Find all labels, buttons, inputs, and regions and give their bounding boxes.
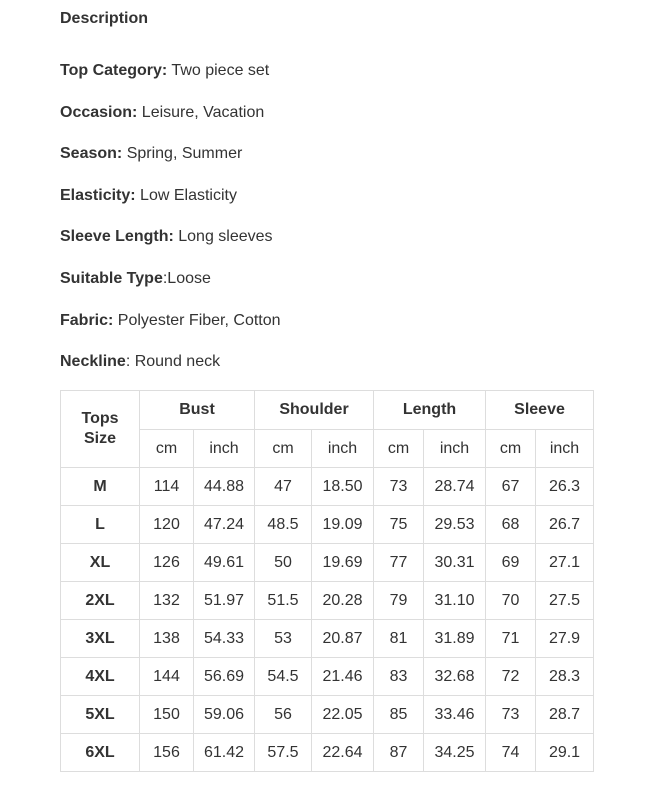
measurement-cell: 144 (140, 658, 194, 696)
measurement-cell: 31.10 (424, 582, 486, 620)
measurement-cell: 150 (140, 696, 194, 734)
measurement-cell: 47 (255, 468, 312, 506)
unit-cell: inch (312, 430, 374, 468)
attribute-label: Season: (60, 145, 123, 162)
table-row (61, 582, 594, 620)
size-table-body (61, 468, 594, 772)
measurement-cell: 28.3 (536, 658, 594, 696)
unit-cell: inch (194, 430, 255, 468)
attribute-line (60, 228, 273, 246)
measurement-cell: 51.5 (255, 582, 312, 620)
measurement-cell: 21.46 (312, 658, 374, 696)
size-cell: 4XL (61, 658, 140, 696)
group-header-sleeve: Sleeve (486, 391, 594, 430)
unit-cell: cm (255, 430, 312, 468)
measurement-cell: 47.24 (194, 506, 255, 544)
table-row (61, 506, 594, 544)
attribute-label: Elasticity: (60, 187, 136, 204)
measurement-cell: 77 (374, 544, 424, 582)
table-row (61, 658, 594, 696)
group-header-bust: Bust (140, 391, 255, 430)
measurement-cell: 87 (374, 734, 424, 772)
size-cell: M (61, 468, 140, 506)
table-row (61, 468, 594, 506)
measurement-cell: 81 (374, 620, 424, 658)
measurement-cell: 56.69 (194, 658, 255, 696)
attribute-value: :Loose (162, 270, 211, 287)
measurement-cell: 75 (374, 506, 424, 544)
measurement-cell: 138 (140, 620, 194, 658)
measurement-cell: 68 (486, 506, 536, 544)
measurement-cell: 156 (140, 734, 194, 772)
size-cell: 3XL (61, 620, 140, 658)
tops-label: Tops (81, 410, 119, 427)
measurement-cell: 126 (140, 544, 194, 582)
unit-row (61, 430, 594, 468)
measurement-cell: 34.25 (424, 734, 486, 772)
measurement-cell: 69 (486, 544, 536, 582)
measurement-cell: 31.89 (424, 620, 486, 658)
measurement-cell: 26.7 (536, 506, 594, 544)
attribute-label: Suitable Type (60, 270, 163, 287)
attribute-line (60, 62, 269, 80)
measurement-cell: 73 (486, 696, 536, 734)
attribute-value: : Round neck (125, 353, 221, 370)
attribute-value: Polyester Fiber, Cotton (113, 312, 281, 329)
size-cell: XL (61, 544, 140, 582)
tops-size-header (61, 391, 140, 468)
attribute-line (60, 187, 237, 205)
table-row (61, 696, 594, 734)
attribute-label: Sleeve Length: (60, 228, 174, 245)
measurement-cell: 22.05 (312, 696, 374, 734)
attribute-label: Top Category: (60, 62, 168, 79)
table-row (61, 620, 594, 658)
description-title: Description (60, 10, 149, 27)
measurement-cell: 53 (255, 620, 312, 658)
measurement-cell: 120 (140, 506, 194, 544)
measurement-cell: 30.31 (424, 544, 486, 582)
measurement-cell: 74 (486, 734, 536, 772)
attribute-label: Fabric: (60, 312, 114, 329)
measurement-cell: 32.68 (424, 658, 486, 696)
measurement-cell: 26.3 (536, 468, 594, 506)
measurement-cell: 44.88 (194, 468, 255, 506)
measurement-cell: 50 (255, 544, 312, 582)
measurement-cell: 27.5 (536, 582, 594, 620)
unit-cell: cm (140, 430, 194, 468)
group-header-length: Length (374, 391, 486, 430)
measurement-cell: 18.50 (312, 468, 374, 506)
attribute-line (60, 270, 211, 288)
attribute-label: Neckline (60, 353, 126, 370)
measurement-cell: 83 (374, 658, 424, 696)
measurement-cell: 22.64 (312, 734, 374, 772)
measurement-cell: 85 (374, 696, 424, 734)
measurement-cell: 28.7 (536, 696, 594, 734)
measurement-cell: 132 (140, 582, 194, 620)
size-table (60, 390, 594, 772)
attribute-value: Low Elasticity (135, 187, 237, 204)
measurement-cell: 59.06 (194, 696, 255, 734)
attribute-line (60, 104, 264, 122)
measurement-cell: 61.42 (194, 734, 255, 772)
size-cell: 5XL (61, 696, 140, 734)
measurement-cell: 27.9 (536, 620, 594, 658)
group-header-shoulder: Shoulder (255, 391, 374, 430)
unit-cell: cm (374, 430, 424, 468)
measurement-cell: 19.09 (312, 506, 374, 544)
unit-cell: inch (536, 430, 594, 468)
attribute-line (60, 312, 281, 330)
measurement-cell: 48.5 (255, 506, 312, 544)
measurement-cell: 72 (486, 658, 536, 696)
measurement-cell: 49.61 (194, 544, 255, 582)
table-row (61, 544, 594, 582)
measurement-cell: 67 (486, 468, 536, 506)
measurement-cell: 57.5 (255, 734, 312, 772)
measurement-cell: 33.46 (424, 696, 486, 734)
unit-cell: inch (424, 430, 486, 468)
size-cell: 6XL (61, 734, 140, 772)
measurement-cell: 79 (374, 582, 424, 620)
attribute-value: Spring, Summer (122, 145, 243, 162)
attribute-line (60, 145, 242, 163)
measurement-cell: 73 (374, 468, 424, 506)
attribute-value: Leisure, Vacation (137, 104, 265, 121)
attribute-line (60, 353, 220, 371)
measurement-cell: 27.1 (536, 544, 594, 582)
measurement-cell: 29.53 (424, 506, 486, 544)
size-cell: 2XL (61, 582, 140, 620)
measurement-cell: 70 (486, 582, 536, 620)
size-cell: L (61, 506, 140, 544)
attribute-value: Two piece set (167, 62, 270, 79)
attribute-value: Long sleeves (173, 228, 273, 245)
measurement-cell: 29.1 (536, 734, 594, 772)
size-label: Size (83, 430, 116, 447)
measurement-cell: 54.33 (194, 620, 255, 658)
measurement-cell: 20.87 (312, 620, 374, 658)
measurement-cell: 54.5 (255, 658, 312, 696)
measurement-cell: 28.74 (424, 468, 486, 506)
table-row (61, 734, 594, 772)
measurement-cell: 19.69 (312, 544, 374, 582)
measurement-cell: 20.28 (312, 582, 374, 620)
unit-cell: cm (486, 430, 536, 468)
measurement-cell: 51.97 (194, 582, 255, 620)
measurement-cell: 56 (255, 696, 312, 734)
measurement-cell: 114 (140, 468, 194, 506)
measurement-cell: 71 (486, 620, 536, 658)
attribute-label: Occasion: (60, 104, 138, 121)
